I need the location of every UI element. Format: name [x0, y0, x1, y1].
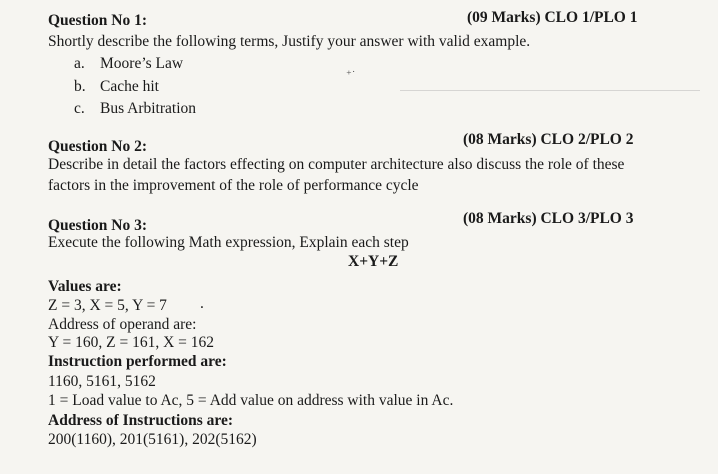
q3-marks: (08 Marks) CLO 3/PLO 3 [463, 210, 634, 227]
scan-speck: ⁺˙ [346, 69, 356, 81]
scan-dot: . [200, 295, 204, 312]
q1-item-c [74, 100, 196, 118]
q1-item-b-text: Cache hit [100, 78, 159, 95]
q1-item-a-label: a. [74, 55, 85, 72]
q3-title: Question No 3: [48, 217, 148, 234]
q3-instruction: Execute the following Math expression, Explain each step [48, 234, 409, 251]
q1-item-a [74, 55, 183, 73]
q1-item-a-text: Moore’s Law [100, 55, 184, 72]
q1-item-b-label: b. [74, 78, 86, 95]
values-text: Z = 3, X = 5, Y = 7 [48, 297, 167, 314]
address-heading: Address of operand are: [48, 316, 197, 333]
scan-line [400, 90, 700, 91]
q1-marks: (09 Marks) CLO 1/PLO 1 [467, 9, 638, 26]
q2-line-1: Describe in detail the factors effecting on computer architecture also discuss the role of these [48, 156, 625, 173]
instruction-values: 1160, 5161, 5162 [48, 373, 156, 390]
instr-address-heading: Address of Instructions are: [48, 412, 234, 429]
q1-item-c-label: c. [74, 100, 85, 117]
values-heading: Values are: [48, 278, 122, 295]
q1-item-c-text: Bus Arbitration [100, 100, 197, 117]
instr-address-values: 200(1160), 201(5161), 202(5162) [48, 431, 257, 448]
q1-instruction: Shortly describe the following terms, Justify your answer with valid example. [48, 33, 531, 50]
q3-expression: X+Y+Z [348, 253, 399, 270]
instruction-heading: Instruction performed are: [48, 353, 227, 370]
address-values: Y = 160, Z = 161, X = 162 [48, 334, 215, 351]
q1-item-b [74, 78, 159, 96]
q2-marks: (08 Marks) CLO 2/PLO 2 [463, 131, 634, 148]
opcode-legend: 1 = Load value to Ac, 5 = Add value on address with value in Ac. [48, 392, 454, 409]
q1-title: Question No 1: [48, 12, 148, 29]
q2-title: Question No 2: [48, 138, 148, 155]
q2-line-2: factors in the improvement of the role of performance cycle [48, 177, 419, 194]
